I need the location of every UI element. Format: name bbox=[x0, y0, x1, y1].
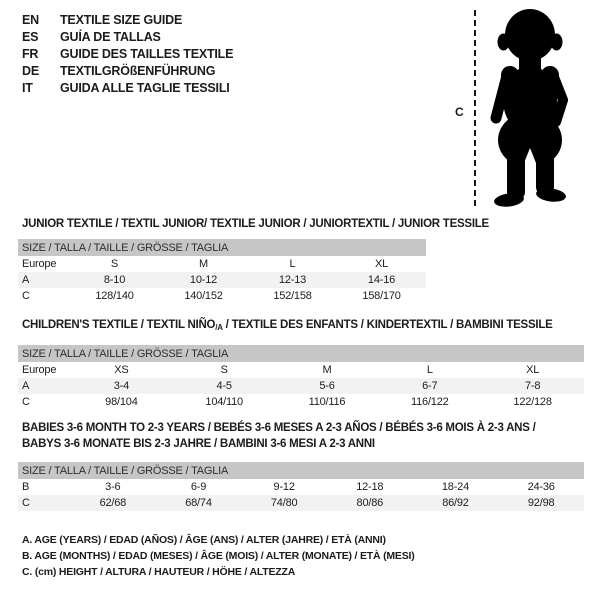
language-row bbox=[22, 46, 233, 63]
table-cell: XL bbox=[374, 258, 389, 270]
size-header-bar: SIZE / TALLA / TAILLE / GRÖSSE / TAGLIA bbox=[18, 462, 584, 479]
children-heading-main: CHILDREN'S TEXTILE / TEXTIL NIÑO bbox=[22, 319, 216, 331]
table-row bbox=[18, 272, 426, 288]
table-cell: 74/80 bbox=[241, 495, 327, 511]
table-cell: 12-13 bbox=[248, 272, 337, 288]
row-label: B bbox=[22, 481, 30, 493]
table-cell: S bbox=[220, 364, 228, 376]
row-label: Europe bbox=[22, 364, 57, 376]
table-cell: 80/86 bbox=[327, 495, 413, 511]
language-title-list bbox=[22, 12, 233, 97]
table-row bbox=[18, 256, 426, 272]
table-cell: M bbox=[322, 364, 332, 376]
table-cell: 110/116 bbox=[308, 396, 346, 408]
table-cell: 68/74 bbox=[156, 495, 242, 511]
children-section-heading bbox=[22, 319, 584, 332]
babies-section-heading bbox=[22, 420, 584, 452]
table-row bbox=[18, 479, 584, 495]
table-cell: 116/122 bbox=[411, 396, 449, 408]
babies-section bbox=[18, 420, 584, 511]
language-row bbox=[22, 29, 233, 46]
height-measure-label: C bbox=[455, 105, 464, 119]
guide-title: GUÍA DE TALLAS bbox=[60, 30, 161, 44]
table-cell: L bbox=[289, 258, 296, 270]
table-cell: 158/170 bbox=[362, 290, 401, 302]
language-code: EN bbox=[22, 13, 39, 27]
row-label: C bbox=[22, 396, 30, 408]
table-cell: 104/110 bbox=[205, 396, 243, 408]
table-header-row bbox=[18, 239, 426, 256]
table-cell: 5-6 bbox=[276, 378, 379, 394]
size-header-bar: SIZE / TALLA / TAILLE / GRÖSSE / TAGLIA bbox=[18, 239, 426, 256]
legend-line-a: A. AGE (YEARS) / EDAD (AÑOS) / ÂGE (ANS) / ALTER (JAHRE) / ETÀ (ANNI) bbox=[22, 534, 386, 546]
row-label: C bbox=[18, 495, 70, 511]
language-row bbox=[22, 12, 233, 29]
toddler-silhouette-icon bbox=[480, 8, 580, 208]
guide-title: GUIDE DES TAILLES TEXTILE bbox=[60, 47, 234, 61]
table-cell: 10-12 bbox=[159, 272, 248, 288]
row-label: A bbox=[18, 378, 70, 394]
children-section bbox=[18, 319, 584, 410]
table-cell: 4-5 bbox=[173, 378, 276, 394]
table-cell: 3-4 bbox=[70, 378, 173, 394]
table-row bbox=[18, 394, 584, 410]
babies-size-table bbox=[18, 462, 584, 511]
table-cell: 152/158 bbox=[273, 290, 312, 302]
row-label: C bbox=[22, 290, 30, 302]
babies-heading-line2: BABYS 3-6 MONATE BIS 2-3 JAHRE / BAMBINI 3-6 MESI A 2-3 ANNI bbox=[22, 438, 375, 450]
size-header-bar: SIZE / TALLA / TAILLE / GRÖSSE / TAGLIA bbox=[18, 345, 584, 362]
height-measure-line bbox=[474, 10, 476, 206]
row-label: Europe bbox=[22, 258, 57, 270]
guide-title: GUIDA ALLE TAGLIE TESSILI bbox=[60, 81, 230, 95]
table-cell: L bbox=[426, 364, 433, 376]
table-cell: M bbox=[199, 258, 208, 270]
table-header-row bbox=[18, 345, 584, 362]
legend-line-b: B. AGE (MONTHS) / EDAD (MESES) / ÂGE (MOIS) / ALTER (MONATE) / ETÀ (MESI) bbox=[22, 550, 415, 562]
table-cell: XL bbox=[526, 364, 540, 376]
table-row bbox=[18, 378, 584, 394]
babies-heading-line1: BABIES 3-6 MONTH TO 2-3 YEARS / BEBÉS 3-6 MESES A 2-3 AÑOS / BÉBÉS 3-6 MOIS À 2-3 ANS / bbox=[22, 422, 536, 434]
table-cell: 24-36 bbox=[527, 481, 555, 493]
junior-section-heading: JUNIOR TEXTILE / TEXTIL JUNIOR/ TEXTILE JUNIOR / JUNIORTEXTIL / JUNIOR TESSILE bbox=[22, 218, 489, 230]
table-row bbox=[18, 495, 584, 511]
header bbox=[0, 0, 600, 213]
table-cell: 6-7 bbox=[378, 378, 481, 394]
table-cell: 18-24 bbox=[441, 481, 470, 493]
table-cell: 62/68 bbox=[70, 495, 156, 511]
legend bbox=[22, 532, 600, 580]
table-cell: 122/128 bbox=[513, 396, 552, 408]
table-cell: 140/152 bbox=[184, 290, 223, 302]
table-cell: 7-8 bbox=[481, 378, 584, 394]
table-cell: 98/104 bbox=[105, 396, 138, 408]
table-cell: S bbox=[110, 258, 119, 270]
table-row bbox=[18, 362, 584, 378]
table-cell: 8-10 bbox=[70, 272, 159, 288]
language-row bbox=[22, 63, 233, 80]
language-row bbox=[22, 80, 233, 97]
children-heading-subscript: /A bbox=[215, 323, 223, 332]
row-label: A bbox=[18, 272, 70, 288]
children-heading-rest: / TEXTILE DES ENFANTS / KINDERTEXTIL / BAMBINI TESSILE bbox=[222, 319, 553, 331]
language-code: FR bbox=[22, 47, 39, 61]
language-code: IT bbox=[22, 81, 33, 95]
guide-title: TEXTILGRÖßENFÜHRUNG bbox=[60, 64, 216, 78]
table-cell: 86/92 bbox=[413, 495, 499, 511]
junior-section bbox=[18, 213, 584, 304]
table-cell: 12-18 bbox=[356, 481, 384, 493]
language-code: DE bbox=[22, 64, 39, 78]
table-cell: 92/98 bbox=[498, 495, 584, 511]
junior-size-table bbox=[18, 239, 426, 304]
table-row bbox=[18, 288, 426, 304]
language-code: ES bbox=[22, 30, 39, 44]
table-cell: XS bbox=[114, 364, 129, 376]
children-size-table bbox=[18, 345, 584, 410]
table-cell: 3-6 bbox=[105, 481, 121, 493]
table-cell: 14-16 bbox=[337, 272, 426, 288]
table-cell: 6-9 bbox=[190, 481, 207, 493]
table-cell: 9-12 bbox=[273, 481, 295, 493]
guide-title: TEXTILE SIZE GUIDE bbox=[60, 13, 183, 27]
table-header-row bbox=[18, 462, 584, 479]
legend-line-c: C. (cm) HEIGHT / ALTURA / HAUTEUR / HÖHE / ALTEZZA bbox=[22, 566, 296, 578]
table-cell: 128/140 bbox=[95, 290, 134, 302]
